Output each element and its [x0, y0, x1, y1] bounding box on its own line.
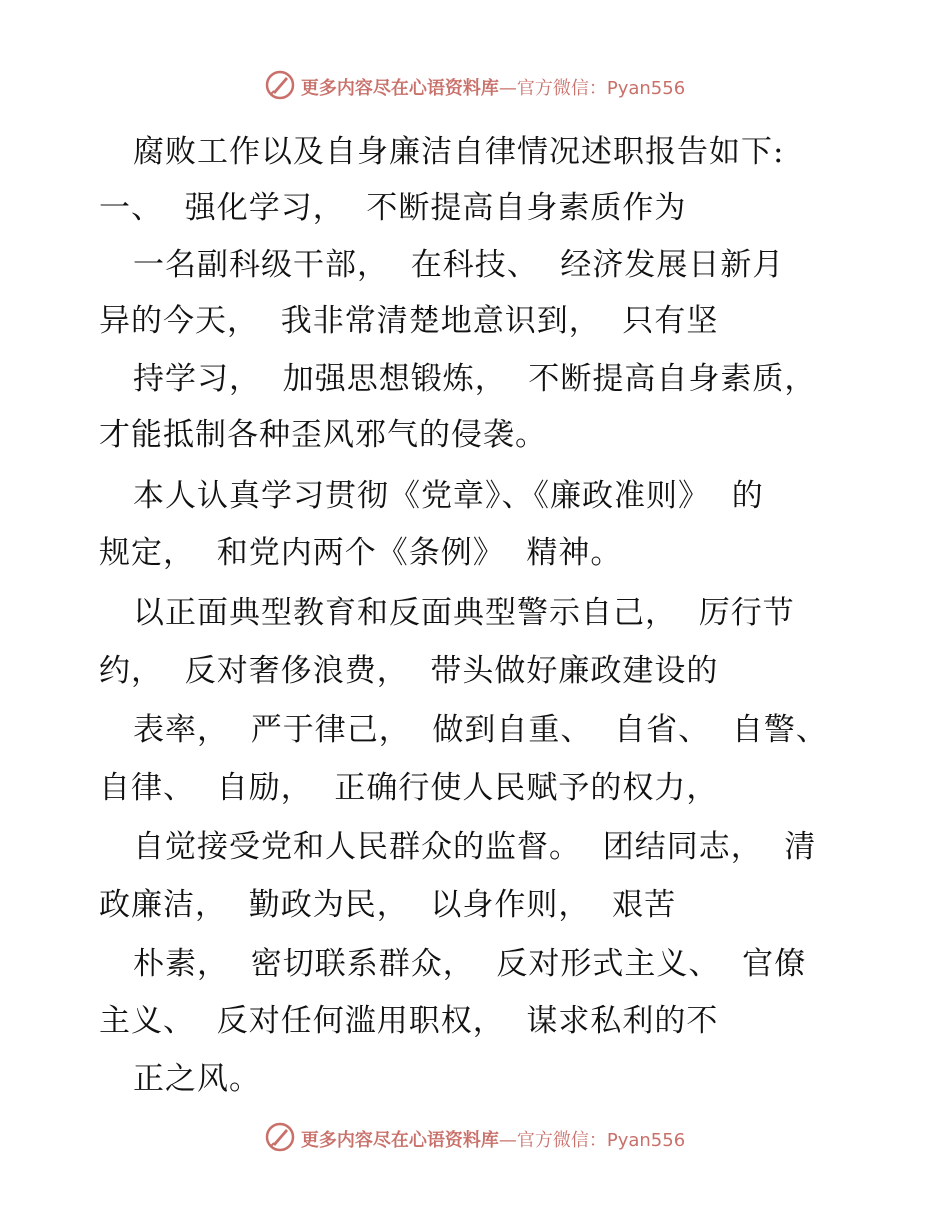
- feather-pen-icon: [265, 70, 295, 100]
- body-text-line: 异的今天， 我非常清楚地意识到， 只有坚: [99, 303, 719, 339]
- section-heading: 一、 强化学习， 不断提高自身素质作为: [99, 190, 687, 226]
- banner-contact-text: 官方微信：Pyan556: [516, 1130, 686, 1151]
- body-text-line: 才能抵制各种歪风邪气的侵袭。: [99, 417, 547, 453]
- feather-pen-icon: [265, 1122, 295, 1152]
- body-text-line: 本人认真学习贯彻《党章》、《廉政准则》 的: [133, 478, 764, 514]
- banner-dash: —: [498, 78, 517, 99]
- body-text-line: 朴素， 密切联系群众， 反对形式主义、 官僚: [133, 946, 807, 982]
- body-text-line: 以正面典型教育和反面典型警示自己， 厉行节: [133, 595, 795, 631]
- body-text-line: 自觉接受党和人民群众的监督。 团结同志， 清: [133, 829, 817, 865]
- banner-site-text: 更多内容尽在心语资料库: [300, 78, 499, 99]
- footer-watermark-banner: [0, 1124, 950, 1154]
- body-text-line: 自律、 自励， 正确行使人民赋予的权力，: [99, 770, 719, 806]
- banner-site-text: 更多内容尽在心语资料库: [300, 1130, 499, 1151]
- body-text-line: 腐败工作以及自身廉洁自律情况述职报告如下:: [133, 134, 785, 170]
- body-text-line: 正之风。: [133, 1061, 261, 1097]
- body-text-line: 规定， 和党内两个《条例》 精神。: [99, 535, 623, 571]
- body-text-line: 政廉洁， 勤政为民， 以身作则， 艰苦: [99, 887, 677, 923]
- banner-dash: —: [498, 1130, 517, 1151]
- body-text-line: 约， 反对奢侈浪费， 带头做好廉政建设的: [99, 653, 719, 689]
- body-text-line: 主义、 反对任何滥用职权， 谋求私利的不: [99, 1003, 719, 1039]
- header-watermark-banner: [0, 72, 950, 102]
- body-text-line: 持学习， 加强思想锻炼， 不断提高自身素质，: [133, 361, 817, 397]
- body-text-line: 表率， 严于律己， 做到自重、 自省、 自警、: [133, 712, 828, 748]
- banner-contact-text: 官方微信：Pyan556: [516, 78, 686, 99]
- body-text-line: 一名副科级干部， 在科技、 经济发展日新月: [133, 247, 785, 283]
